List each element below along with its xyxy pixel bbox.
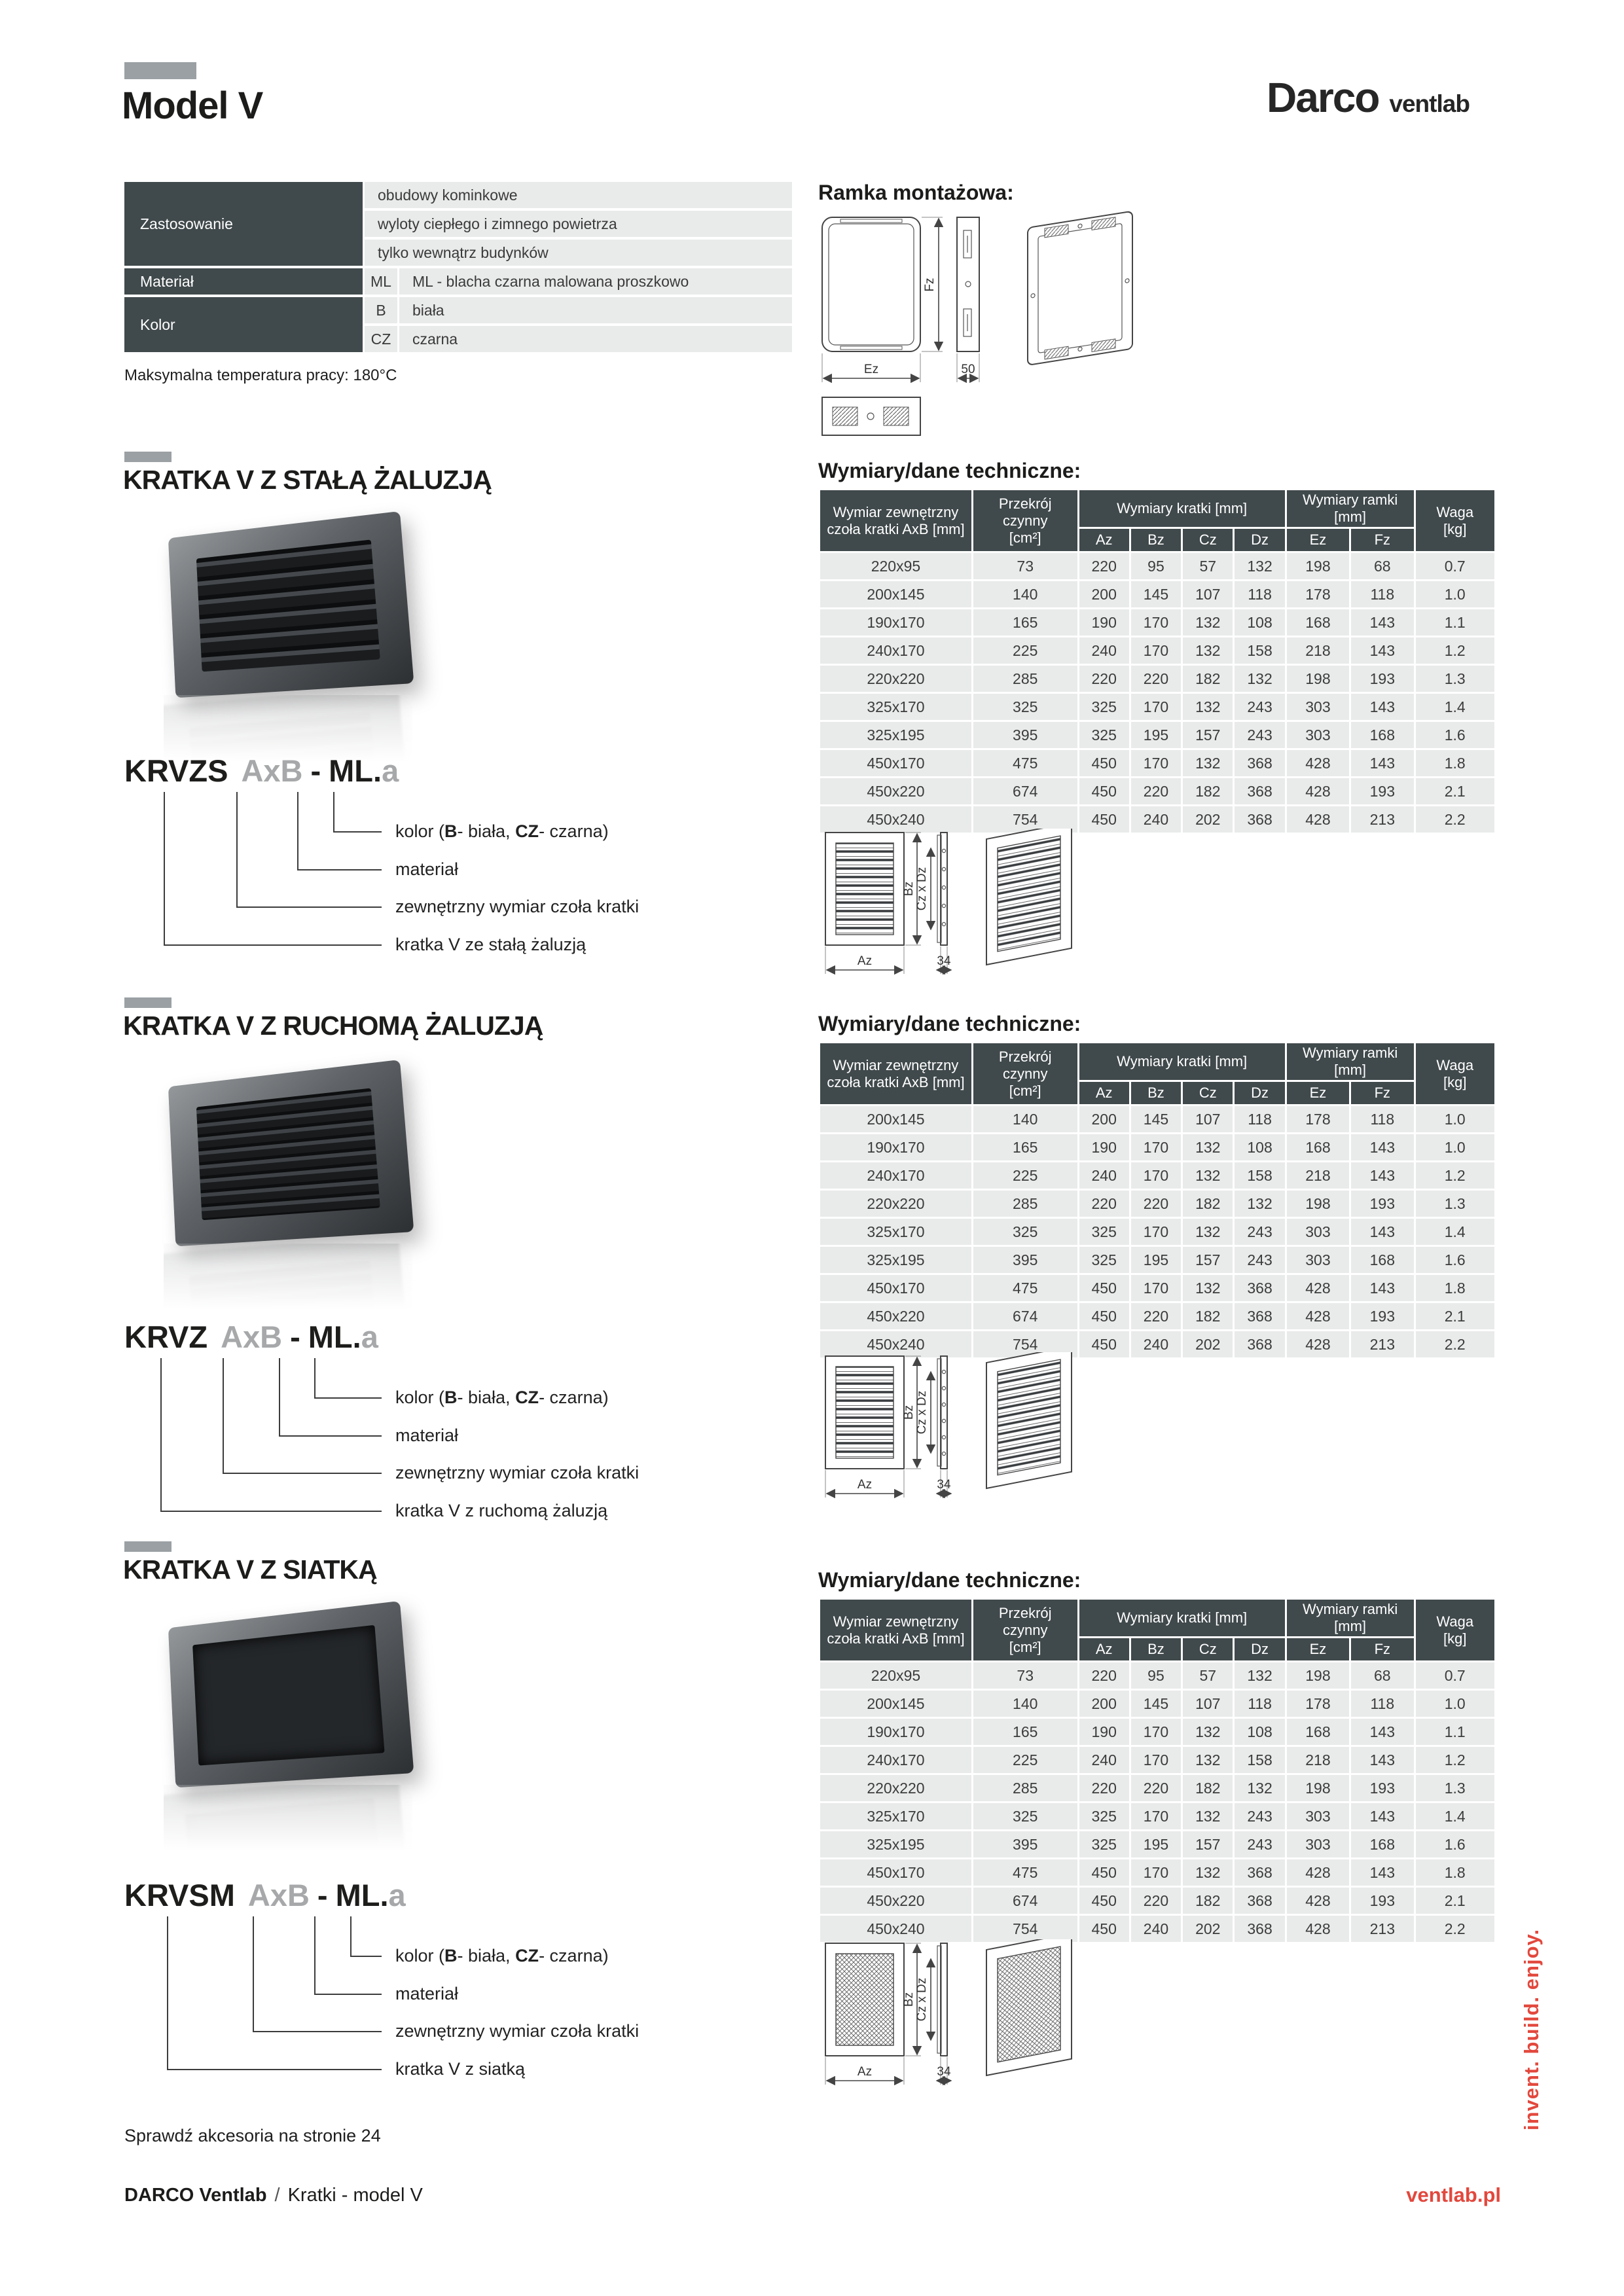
tech-table-2	[818, 1041, 1496, 1359]
code-label-kolor: kolor (B- biała, CZ- czarna)	[395, 1946, 609, 1965]
table-body	[820, 1662, 1494, 1942]
code-connector	[314, 1358, 382, 1399]
sub-header: Bz	[1131, 1082, 1181, 1104]
table-row: 325x195 395 325 195 157 243 303 168 1.6	[820, 722, 1494, 748]
grille-drawing-mesh	[821, 1939, 1293, 2100]
col-header-waga: Waga [kg]	[1416, 1043, 1495, 1104]
code-label-type: kratka V ze stałą żaluzją	[395, 935, 586, 954]
sub-header: Fz	[1351, 529, 1413, 551]
tech-table-3	[818, 1598, 1496, 1944]
col-header-axb: Wymiar zewnętrzny czoła kratki AxB [mm]	[820, 1043, 971, 1104]
group-header-ramki: Wymiary ramki [mm]	[1287, 1043, 1414, 1080]
grille-drawing-fixed-louver	[821, 829, 1293, 989]
table-row: 325x170 325 325 170 132 243 303 143 1.4	[820, 694, 1494, 720]
section-heading-1: KRATKA V Z STAŁĄ ŻALUZJĄ	[123, 465, 492, 495]
col-header-przekroj: Przekrój czynny [cm²]	[973, 1600, 1077, 1660]
group-header-kratki: Wymiary kratki [mm]	[1079, 490, 1285, 527]
col-header-waga: Waga [kg]	[1416, 490, 1495, 551]
code-label-material: materiał	[395, 859, 459, 879]
table-row: 200x145 140 200 145 107 118 178 118 1.0	[820, 581, 1494, 607]
sub-header: Az	[1079, 1638, 1129, 1660]
table-row: 450x240 754 450 240 202 368 428 213 2.2	[820, 806, 1494, 833]
code-label-material: materiał	[395, 1984, 459, 2003]
tech-table-1	[818, 488, 1496, 834]
ramka-heading: Ramka montażowa:	[818, 181, 1014, 204]
footer-page-label: Kratki - model V	[287, 2185, 423, 2206]
table-row: 325x170 325 325 170 132 243 303 143 1.4	[820, 1219, 1494, 1245]
sub-header: Az	[1079, 529, 1129, 551]
svg-text:34: 34	[937, 954, 951, 968]
group-header-kratki: Wymiary kratki [mm]	[1079, 1043, 1285, 1080]
table-row: 450x220 674 450 220 182 368 428 193 2.1	[820, 778, 1494, 804]
grille-frame	[168, 511, 414, 698]
code-label-size: zewnętrzny wymiar czoła kratki	[395, 2021, 640, 2041]
table-row: 200x145 140 200 145 107 118 178 118 1.0	[820, 1106, 1494, 1132]
col-header-przekroj: Przekrój czynny [cm²]	[973, 1043, 1077, 1104]
product-code: KRVZS AxB - ML.a	[124, 753, 399, 788]
brand-logo	[1267, 73, 1470, 122]
footer-brand: DARCO Ventlab	[124, 2185, 267, 2206]
group-header-ramki: Wymiary ramki [mm]	[1287, 490, 1414, 527]
logo-sub-wordmark: ventlab	[1389, 90, 1470, 117]
product-code: KRVSM AxB - ML.a	[124, 1878, 406, 1912]
sub-header: Dz	[1235, 529, 1284, 551]
section-heading-2: KRATKA V Z RUCHOMĄ ŻALUZJĄ	[123, 1011, 543, 1041]
table-row: 190x170 165 190 170 132 108 168 143 1.0	[820, 1134, 1494, 1160]
col-header-axb: Wymiar zewnętrzny czoła kratki AxB [mm]	[820, 490, 971, 551]
spec-value: biała	[399, 297, 792, 323]
tech-heading: Wymiary/dane techniczne:	[818, 1012, 1081, 1035]
col-header-waga: Waga [kg]	[1416, 1600, 1495, 1660]
table-row: 190x170 165 190 170 132 108 168 143 1.1	[820, 609, 1494, 636]
table-row: 220x95 73 220 95 57 132 198 68 0.7	[820, 553, 1494, 579]
vertical-tagline: invent. build. enjoy.	[1520, 1928, 1543, 2130]
accent-bar	[124, 452, 171, 462]
table-row: 220x95 73 220 95 57 132 198 68 0.7	[820, 1662, 1494, 1689]
sub-header: Bz	[1131, 529, 1181, 551]
footer-separator: /	[274, 2185, 280, 2206]
table-row: 220x220 285 220 220 182 132 198 193 1.3	[820, 666, 1494, 692]
sub-header: Dz	[1235, 1082, 1284, 1104]
svg-text:Cz x Dz: Cz x Dz	[915, 867, 929, 911]
code-label-kolor: kolor (B- biała, CZ- czarna)	[395, 821, 609, 841]
grille-louvers	[196, 539, 380, 672]
accent-bar	[124, 62, 196, 79]
spec-value: wyloty ciepłego i zimnego powietrza	[365, 211, 792, 237]
table-row: 240x170 225 240 170 132 158 218 143 1.2	[820, 637, 1494, 664]
svg-text:Az: Az	[857, 2065, 873, 2079]
tech-heading: Wymiary/dane techniczne:	[818, 1568, 1081, 1592]
table-row: 220x220 285 220 220 182 132 198 193 1.3	[820, 1775, 1494, 1801]
code-label-material: materiał	[395, 1426, 459, 1445]
spec-code: B	[365, 297, 397, 323]
grille-drawing-movable-louver	[821, 1352, 1293, 1513]
code-label-type: kratka V z ruchomą żaluzją	[395, 1501, 608, 1520]
svg-text:Bz: Bz	[902, 1992, 916, 2007]
logo-wordmark: Darco	[1267, 74, 1379, 121]
table-row: 450x220 674 450 220 182 368 428 193 2.1	[820, 1303, 1494, 1329]
grille-frame	[168, 1601, 414, 1787]
page-title: Model V	[122, 84, 263, 127]
code-label-size: zewnętrzny wymiar czoła kratki	[395, 1463, 640, 1482]
spec-table	[124, 182, 792, 352]
sub-header: Ez	[1287, 1638, 1349, 1660]
code-connector	[333, 792, 382, 833]
section-heading-3: KRATKA V Z SIATKĄ	[123, 1554, 377, 1585]
website-link[interactable]: ventlab.pl	[1406, 2183, 1501, 2206]
code-label-type: kratka V z siatką	[395, 2059, 526, 2079]
group-header-kratki: Wymiary kratki [mm]	[1079, 1600, 1285, 1636]
table-row: 190x170 165 190 170 132 108 168 143 1.1	[820, 1719, 1494, 1745]
mounting-frame-drawing	[818, 211, 1290, 443]
svg-text:34: 34	[937, 2065, 951, 2079]
product-code-diagram-2	[124, 1319, 640, 1520]
svg-text:Bz: Bz	[902, 881, 916, 897]
tech-heading: Wymiary/dane techniczne:	[818, 459, 1081, 482]
spec-code: CZ	[365, 326, 397, 352]
table-row: 450x170 475 450 170 132 368 428 143 1.8	[820, 750, 1494, 776]
sub-header: Fz	[1351, 1638, 1413, 1660]
code-label-kolor: kolor (B- biała, CZ- czarna)	[395, 1388, 609, 1407]
col-header-przekroj: Przekrój czynny [cm²]	[973, 490, 1077, 551]
svg-text:Fz: Fz	[923, 278, 937, 292]
sub-header: Ez	[1287, 529, 1349, 551]
col-header-axb: Wymiar zewnętrzny czoła kratki AxB [mm]	[820, 1600, 971, 1660]
sub-header: Dz	[1235, 1638, 1284, 1660]
sub-header: Az	[1079, 1082, 1129, 1104]
product-photo-louver-movable	[157, 1066, 458, 1327]
code-connector	[350, 1916, 382, 1957]
svg-text:Bz: Bz	[902, 1405, 916, 1420]
spec-value: ML - blacha czarna malowana proszkowo	[399, 268, 792, 295]
sub-header: Cz	[1183, 529, 1233, 551]
table-body	[820, 553, 1494, 833]
product-photo-louver-fixed	[157, 517, 458, 779]
sub-header: Fz	[1351, 1082, 1413, 1104]
svg-text:Az: Az	[857, 954, 873, 968]
table-row: 450x170 475 450 170 132 368 428 143 1.8	[820, 1859, 1494, 1886]
svg-text:Cz x Dz: Cz x Dz	[915, 1977, 929, 2022]
sub-header: Cz	[1183, 1082, 1233, 1104]
product-photo-mesh	[157, 1607, 458, 1869]
accent-bar	[124, 997, 171, 1008]
photo-reflection	[164, 1244, 412, 1329]
svg-text:34: 34	[937, 1478, 951, 1492]
spec-code: ML	[365, 268, 397, 295]
grille-mesh	[192, 1625, 384, 1766]
table-row: 240x170 225 240 170 132 158 218 143 1.2	[820, 1162, 1494, 1189]
svg-text:Az: Az	[857, 1478, 873, 1492]
table-row: 325x195 395 325 195 157 243 303 168 1.6	[820, 1247, 1494, 1273]
spec-value: tylko wewnątrz budynków	[365, 240, 792, 266]
table-row: 450x240 754 450 240 202 368 428 213 2.2	[820, 1916, 1494, 1942]
accessories-note: Sprawdź akcesoria na stronie 24	[124, 2126, 381, 2145]
table-row: 450x220 674 450 220 182 368 428 193 2.1	[820, 1888, 1494, 1914]
svg-text:50: 50	[961, 363, 975, 376]
table-row: 325x170 325 325 170 132 243 303 143 1.4	[820, 1803, 1494, 1829]
table-row: 450x240 754 450 240 202 368 428 213 2.2	[820, 1331, 1494, 1357]
table-row: 450x170 475 450 170 132 368 428 143 1.8	[820, 1275, 1494, 1301]
max-temperature-note: Maksymalna temperatura pracy: 180°C	[124, 367, 397, 384]
product-code-diagram-3	[124, 1877, 640, 2079]
table-row: 220x220 285 220 220 182 132 198 193 1.3	[820, 1191, 1494, 1217]
product-code: KRVZ AxB - ML.a	[124, 1319, 378, 1354]
code-label-size: zewnętrzny wymiar czoła kratki	[395, 897, 640, 916]
grille-louvers	[196, 1088, 380, 1220]
photo-reflection	[164, 1785, 412, 1870]
svg-text:Ez: Ez	[863, 363, 879, 376]
spec-value: obudowy kominkowe	[365, 182, 792, 208]
product-code-diagram-1	[124, 753, 640, 954]
footer-breadcrumb	[124, 2185, 423, 2206]
sub-header: Ez	[1287, 1082, 1349, 1104]
svg-text:Cz x Dz: Cz x Dz	[915, 1390, 929, 1435]
accent-bar	[124, 1541, 171, 1552]
spec-label-material: Materiał	[124, 268, 363, 295]
spec-label-kolor: Kolor	[124, 297, 363, 352]
sub-header: Cz	[1183, 1638, 1233, 1660]
spec-value: czarna	[399, 326, 792, 352]
spec-label-zastosowanie: Zastosowanie	[124, 182, 363, 266]
group-header-ramki: Wymiary ramki [mm]	[1287, 1600, 1414, 1636]
sub-header: Bz	[1131, 1638, 1181, 1660]
table-row: 200x145 140 200 145 107 118 178 118 1.0	[820, 1691, 1494, 1717]
table-body	[820, 1106, 1494, 1357]
table-row: 325x195 395 325 195 157 243 303 168 1.6	[820, 1831, 1494, 1857]
table-row: 240x170 225 240 170 132 158 218 143 1.2	[820, 1747, 1494, 1773]
grille-frame	[168, 1060, 414, 1246]
